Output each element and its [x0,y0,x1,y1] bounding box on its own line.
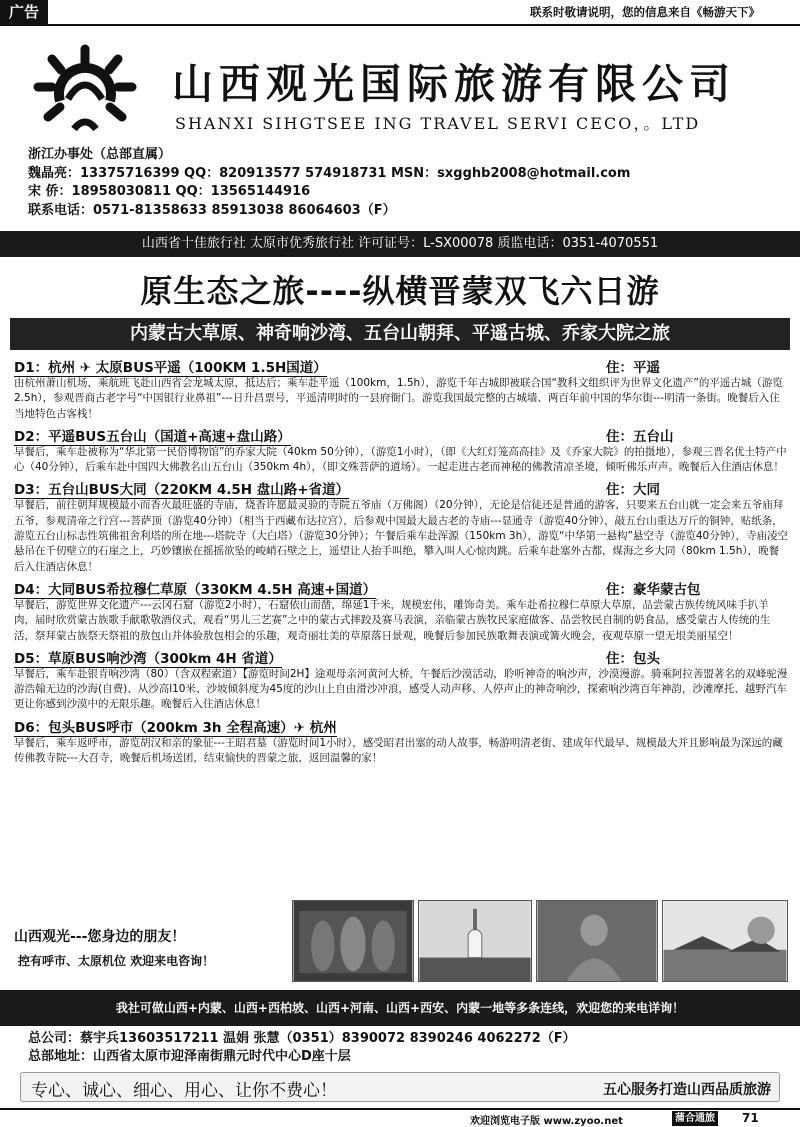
company-header [0,27,800,141]
photo-temple-statues [292,900,414,982]
main-title: 原生态之旅----纵横晋蒙双飞六日游 [140,272,660,310]
contact-block [28,146,788,220]
company-name-cn: 山西观光国际旅游有限公司 [172,60,736,108]
headquarters-block [28,1030,576,1066]
day-description: 早餐后，游览世界文化遗产---云冈石窟（游览2小时），石窟依山而凿，绵延1千米，规模宏伟，雕饰奇美。乘车赴希拉穆仁草原大草原，品尝蒙古族传统风味手扒羊肉，届时欣赏蒙古族歌手献歌敬酒仪式，观看“男儿三艺赛”之中的蒙古式摔跤及赛马表演，亲临蒙古族牧民家庭做客、品尝牧民自制的奶食品，感受蒙古人传统的生活，祭拜蒙古族祭天祭祖的敖包山并体验敖包相会的乐趣，观奇丽壮美的草原落日景观，晚餐后参加民族歌舞表演或篝火晚会，夜观草原一望无垠美丽星空！ [14,598,771,642]
five-hearts-slogan: 专心、诚心、细心、用心、让你不费心！ [31,1081,337,1101]
photo-strip [292,900,788,982]
slogan-sub: 控有呼市、太原机位 欢迎来电咨询！ [18,954,215,968]
day-title: D6：包头BUS呼市（200km 3h 全程高速）✈ 杭州 [14,719,337,736]
day-description: 早餐后，乘车赴银肯响沙湾（80）（含双程索道）【游览时间2H】途观母亲河黄河大桥，午餐后沙漠活动，聆听神奇的响沙声，沙漠漫游。骑乘阿拉善盟著名的双峰驼漫游浩翰无边的沙海(自费)、从沙高l10米、沙坡倾斜度为45度的沙山上自由滑沙冲浪，感受人动声移、人停声止的神奇响沙，探索响沙湾百年神韵，沙滩摩托、越野汽车更让你感到沙漠中的无限乐趣。晚餐后入住酒店休息！ [14,667,788,711]
footer-website: 欢迎浏览电子版 www.zyoo.net [470,1116,623,1127]
route-bar: 我社可做山西+内蒙、山西+西柏坡、山西+河南、山西+西安、内蒙一地等多条连线，欢迎您的来电详询！ [0,990,800,1026]
footer-brand: 蒲合通旅 [672,1111,718,1126]
top-divider [0,24,800,26]
company-name-en: SHANXI SIHGTSEE ING TRAVEL SERVI CECO，。LTD [175,114,701,133]
day-4 [14,578,788,644]
day-2 [14,425,788,476]
source-note: 联系时敬请说明，您的信息来自《畅游天下》 [530,5,760,19]
photo-grotto-buddha [536,900,658,982]
page-number: 71 [742,1111,759,1125]
ad-tag: 广告 [0,0,48,24]
five-hearts-tagline: 五心服务打造山西品质旅游 [603,1082,771,1098]
day-1 [14,356,788,422]
contact-phone-line: 联系电话：0571-81358633 85913038 86064603（F） [28,202,396,218]
day-title: D5：草原BUS响沙湾（300km 4H 省道） [14,650,282,667]
slogan: 山西观光---您身边的朋友！ [14,929,186,945]
hq-address: 总部地址：山西省太原市迎泽南街鼎元时代中心D座十层 [28,1049,351,1064]
photo-white-pagoda [418,900,532,982]
license-bar: 山西省十佳旅行社 太原市优秀旅行社 许可证号：L-SX00078 质监电话：0351-4070551 [0,231,800,257]
contact-line: 魏晶亮：13375716399 QQ：820913577 574918731 MSN：sxgghb2008@hotmail.com [28,165,631,181]
day-stay: 住：大同 [606,482,660,499]
hq-company: 总公司：蔡宇兵13603517211 温娟 张慧（0351）8390072 8390246 4062272（F） [28,1031,576,1046]
office-title: 浙江办事处（总部直属） [28,147,172,162]
five-hearts-bar [20,1072,780,1102]
day-stay: 住：豪华蒙古包 [606,581,701,598]
day-description: 早餐后，前往朝拜规模最小而香火最旺盛的寺庙，烧香许愿最灵验的寺院五爷庙（万佛阁）（20分钟），无论是信徒还是普通的游客，只要来五台山就一定会来五爷庙拜五爷，参观清帝之行宫---菩萨顶（游览40分钟）（相当于西藏布达拉宫），后参观中国最大最古老的寺庙---显通寺（游览40分钟），敲五台山重达万斤的铜钟，贴纸条，游览五台山标志性筑佛祖舍利塔的所在地---塔院寺（大白塔）（游览30分钟）；午餐后乘车赴浑源（150km 3h），游览“中华第一悬构”悬空寺（游览40分钟），寺庙凌空悬吊在千仞壁立的石崖之上，巧妙镶嵌在摇摇欲坠的峻峭石壁之上，遥望让人抬手叫绝，攀入叫人心惊肉跳。后乘车赴塞外古都，煤海之乡大同（80km 1.5h），晚餐后入住酒店休息！ [14,499,788,573]
page-footer [0,1108,800,1127]
day-3 [14,478,788,574]
subtitle-bar: 内蒙古大草原、神奇响沙湾、五台山朝拜、平遥古城、乔家大院之旅 [10,318,790,350]
day-description: 由杭州萧山机场，乘航班飞赴山西省会龙城太原，抵达后；乘车赴平遥（100km，1.5h），游览千年古城即被联合国“教科文组织评为世界文化遗产”的平遥古城（游览2.5h），参观晋商古老字号“中国银行业鼻祖”---日升昌票号，平遥清明时的一县府衙门。游览我国最完整的古城墙、两百年前中国的华尔街---明清一条街。晚餐后入住当地特色古客栈！ [14,377,783,420]
day-description: 早餐后，乘车赴被称为“华北第一民俗博物馆”的乔家大院（40km 50分钟），（游览1小时），（即《大红灯笼高高挂》及《乔家大院》的拍摄地），参观三晋名优土特产中心（40分钟），后乘车赴中国四大佛教名山五台山（350km 4h），（即文殊菩萨的道场）。一起走进古老而神秘的佛教清凉圣境，倾听佛乐声声。晚餐后入住酒店休息！ [14,445,787,474]
day-description: 早餐后，乘车返呼市，游览胡汉和亲的象征---王昭君墓（游览时间1小时），感受昭君出塞的动人故事，畅游明清老街、建成年代最早、规模最大并且影响最为深远的藏传佛教寺院---大召寺，晚餐后机场送团，结束愉快的晋蒙之旅，返回温馨的家！ [14,736,783,765]
day-title: D3：五台山BUS大同（220KM 4.5H 盘山路+省道） [14,482,350,499]
day-title: D1：杭州 ✈ 太原BUS平遥（100KM 1.5H国道） [14,360,327,376]
day-title: D2：平遥BUS五台山（国道+高速+盘山路） [14,428,291,445]
day-6 [14,716,788,767]
day-stay: 住：平遥 [606,360,660,376]
day-5 [14,647,788,713]
contact-line: 宋 侨：18958030811 QQ：13565144916 [28,184,311,199]
day-stay: 住：包头 [606,650,660,667]
day-stay: 住：五台山 [606,428,674,445]
day-title: D4：大同BUS希拉穆仁草原（330KM 4.5H 高速+国道） [14,581,377,598]
sun-logo-icon [30,41,140,137]
itinerary [14,356,788,769]
photo-courtyard [662,900,788,982]
